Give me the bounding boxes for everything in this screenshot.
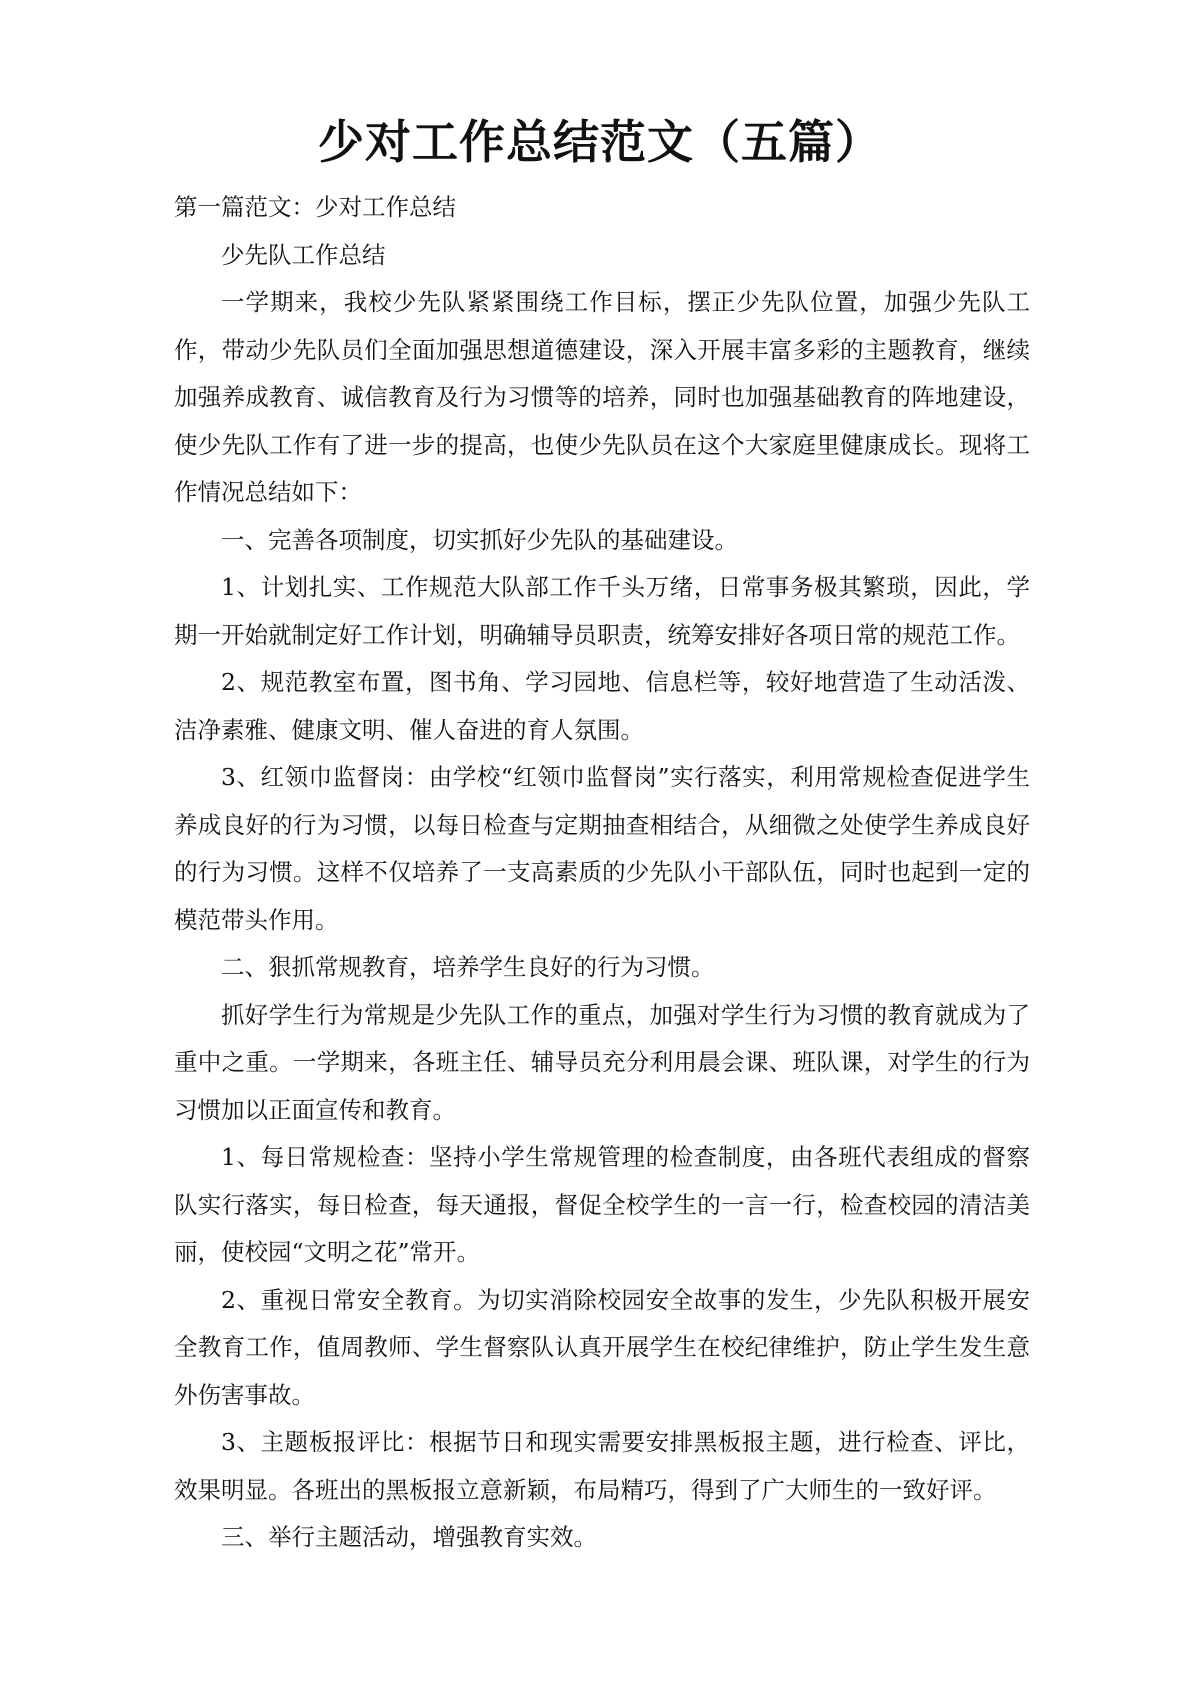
document-body <box>174 184 1030 1562</box>
paragraph: 1、计划扎实、工作规范大队部工作千头万绪，日常事务极其繁琐，因此，学期一开始就制定好工作计划，明确辅导员职责，统筹安排好各项日常的规范工作。 <box>174 573 1030 649</box>
document-title: 少对工作总结范文（五篇） <box>318 115 882 169</box>
paragraph: 一学期来，我校少先队紧紧围绕工作目标，摆正少先队位置，加强少先队工作，带动少先队员们全面加强思想道德建设，深入开展丰富多彩的主题教育，继续加强养成教育、诚信教育及行为习惯等的培养，同时也加强基础教育的阵地建设，使少先队工作有了进一步的提高，也使少先队员在这个大家庭里健康成长。现将工作情况总结如下： <box>174 288 1030 506</box>
paragraph-heading: 三、举行主题活动，增强教育实效。 <box>221 1523 597 1551</box>
paragraph-heading: 一、完善各项制度，切实抓好少先队的基础建设。 <box>221 525 738 554</box>
paragraph: 抓好学生行为常规是少先队工作的重点，加强对学生行为习惯的教育就成为了重中之重。一学期来，各班主任、辅导员充分利用晨会课、班队课，对学生的行为习惯加以正面宣传和教育。 <box>174 1000 1030 1124</box>
paragraph: 2、规范教室布置，图书角、学习园地、信息栏等，较好地营造了生动活泼、洁净素雅、健康文明、催人奋进的育人氛围。 <box>174 668 1030 744</box>
paragraph: 3、红领巾监督岗：由学校“红领巾监督岗”实行落实，利用常规检查促进学生养成良好的行为习惯，以每日检查与定期抽查相结合，从细微之处使学生养成良好的行为习惯。这样不仅培养了一支高素质的少先队小干部队伍，同时也起到一定的模范带头作用。 <box>174 763 1030 934</box>
paragraph-subtitle: 少先队工作总结 <box>221 240 386 269</box>
section-heading: 第一篇范文：少对工作总结 <box>174 193 456 221</box>
paragraph: 3、主题板报评比：根据节日和现实需要安排黑板报主题，进行检查、评比，效果明显。各班出的黑板报立意新颖，布局精巧，得到了广大师生的一致好评。 <box>174 1428 1030 1504</box>
paragraph-heading: 二、狠抓常规教育，培养学生良好的行为习惯。 <box>221 953 715 981</box>
paragraph: 2、重视日常安全教育。为切实消除校园安全故事的发生，少先队积极开展安全教育工作，值周教师、学生督察队认真开展学生在校纪律维护，防止学生发生意外伤害事故。 <box>174 1285 1030 1409</box>
paragraph: 1、每日常规检查：坚持小学生常规管理的检查制度，由各班代表组成的督察队实行落实，每日检查，每天通报，督促全校学生的一言一行，检查校园的清洁美丽，使校园“文明之花”常开。 <box>174 1143 1030 1266</box>
